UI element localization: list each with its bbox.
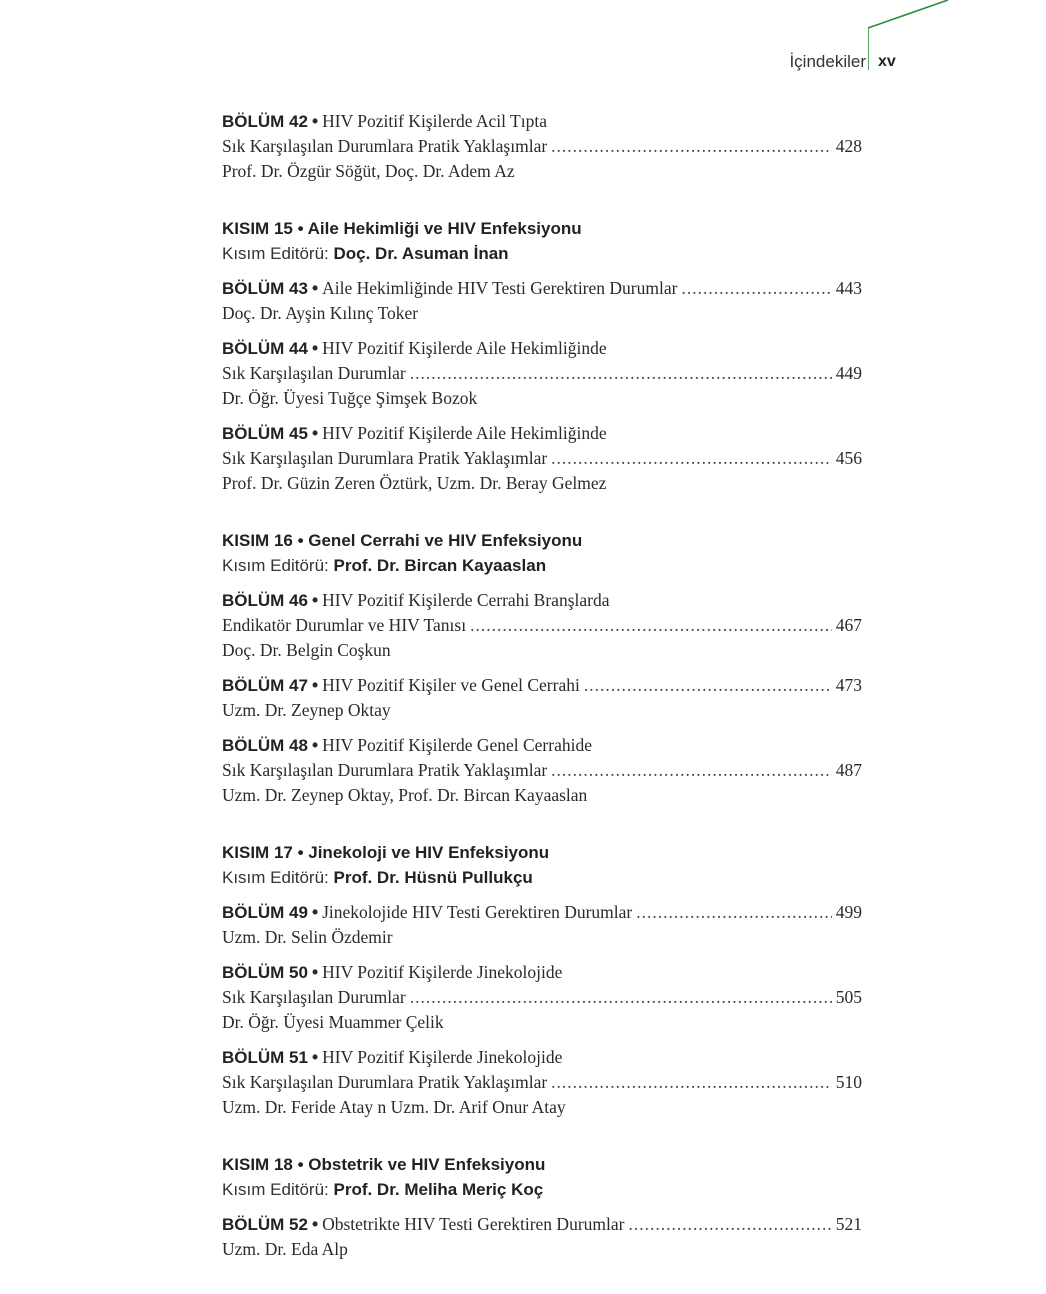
chapter-title-text: [222, 985, 406, 1010]
chapter-title: Sık Karşılaşılan Durumlara Pratik Yaklaşımlar: [222, 760, 548, 780]
chapter-title-line: [222, 758, 862, 783]
chapter-page-number: 456: [835, 448, 862, 468]
dot-leader: [470, 613, 832, 638]
toc-section: [222, 840, 862, 1120]
chapter-title-text: [222, 1070, 547, 1095]
chapter-title-text: [222, 338, 607, 358]
chapter-title-text: [222, 446, 547, 471]
chapter-label: BÖLÜM 52: [222, 1215, 308, 1234]
chapter-title: HIV Pozitif Kişilerde Genel Cerrahide: [322, 735, 592, 755]
chapter-entry[interactable]: [222, 960, 862, 1035]
chapter-label: BÖLÜM 42: [222, 112, 308, 131]
bullet-separator: •: [311, 278, 319, 298]
toc-section: [222, 216, 862, 496]
chapter-title-text: [222, 962, 562, 982]
chapter-entry[interactable]: [222, 1212, 862, 1262]
chapter-title-line: [222, 134, 862, 159]
chapter-page-number: 473: [835, 675, 862, 695]
editor-name: Prof. Dr. Bircan Kayaaslan: [333, 556, 547, 575]
toc-section: [222, 109, 862, 184]
bullet-separator: •: [311, 1214, 319, 1234]
editor-label: Kısım Editörü:: [222, 244, 334, 263]
bullet-separator: •: [311, 675, 319, 695]
chapter-title-text: [222, 900, 632, 925]
dot-leader: [584, 673, 832, 698]
chapter-title: HIV Pozitif Kişilerde Aile Hekimliğinde: [322, 338, 607, 358]
editor-name: Prof. Dr. Meliha Meriç Koç: [333, 1180, 544, 1199]
chapter-authors: Doç. Dr. Belgin Coşkun: [222, 640, 391, 660]
bullet-separator: •: [311, 902, 319, 922]
chapter-title-line: [222, 446, 862, 471]
chapter-title-line: [222, 1212, 862, 1237]
toc-section: [222, 1152, 862, 1262]
chapter-page-number: 428: [835, 136, 862, 156]
chapter-entry[interactable]: [222, 421, 862, 496]
chapter-title-line: [222, 109, 862, 134]
chapter-authors: Uzm. Dr. Eda Alp: [222, 1239, 348, 1259]
chapter-label: BÖLÜM 44: [222, 339, 308, 358]
dot-leader: [681, 276, 831, 301]
chapter-title-text: [222, 590, 609, 610]
section-editor: [222, 553, 862, 578]
editor-name: Doç. Dr. Asuman İnan: [333, 244, 509, 263]
section-heading: KISIM 16 • Genel Cerrahi ve HIV Enfeksiyonu: [222, 531, 583, 550]
chapter-title-line: [222, 421, 862, 446]
dot-leader: [410, 361, 832, 386]
chapter-title: Sık Karşılaşılan Durumlara Pratik Yaklaşımlar: [222, 1072, 548, 1092]
chapter-title-line: [222, 361, 862, 386]
chapter-authors: Uzm. Dr. Selin Özdemir: [222, 927, 393, 947]
chapter-entry[interactable]: [222, 900, 862, 950]
running-head-title: İçindekiler: [789, 52, 866, 71]
section-heading: KISIM 15 • Aile Hekimliği ve HIV Enfeksiyonu: [222, 219, 582, 238]
chapter-title-line: [222, 613, 862, 638]
chapter-title-text: [222, 361, 406, 386]
chapter-title: HIV Pozitif Kişilerde Cerrahi Branşlarda: [322, 590, 610, 610]
bullet-separator: •: [311, 590, 319, 610]
chapter-title: Endikatör Durumlar ve HIV Tanısı: [222, 615, 467, 635]
chapter-authors: Prof. Dr. Güzin Zeren Öztürk, Uzm. Dr. Beray Gelmez: [222, 473, 607, 493]
chapter-title-text: [222, 1212, 624, 1237]
dot-leader: [551, 758, 832, 783]
editor-name: Prof. Dr. Hüsnü Pullukçu: [333, 868, 533, 887]
dot-leader: [551, 446, 832, 471]
chapter-label: BÖLÜM 48: [222, 736, 308, 755]
chapter-title-text: [222, 276, 677, 301]
chapter-title-text: [222, 735, 592, 755]
editor-label: Kısım Editörü:: [222, 556, 334, 575]
chapter-title: HIV Pozitif Kişilerde Jinekolojide: [322, 962, 563, 982]
chapter-page-number: 467: [835, 615, 862, 635]
chapter-page-number: 499: [835, 902, 862, 922]
bullet-separator: •: [311, 338, 319, 358]
chapter-title-text: [222, 673, 580, 698]
chapter-title-line: [222, 985, 862, 1010]
chapter-label: BÖLÜM 47: [222, 676, 308, 695]
chapter-page-number: 487: [835, 760, 862, 780]
chapter-authors: Dr. Öğr. Üyesi Tuğçe Şimşek Bozok: [222, 388, 478, 408]
chapter-title: Sık Karşılaşılan Durumlara Pratik Yaklaşımlar: [222, 448, 548, 468]
dot-leader: [551, 1070, 832, 1095]
chapter-page-number: 505: [835, 987, 862, 1007]
dot-leader: [551, 134, 832, 159]
chapter-label: BÖLÜM 45: [222, 424, 308, 443]
chapter-title-line: [222, 1070, 862, 1095]
chapter-entry[interactable]: [222, 673, 862, 723]
chapter-title: Sık Karşılaşılan Durumlar: [222, 987, 406, 1007]
chapter-authors: Doç. Dr. Ayşin Kılınç Toker: [222, 303, 419, 323]
chapter-authors: Prof. Dr. Özgür Söğüt, Doç. Dr. Adem Az: [222, 161, 515, 181]
chapter-title-text: [222, 758, 547, 783]
chapter-authors: Uzm. Dr. Zeynep Oktay, Prof. Dr. Bircan Kayaaslan: [222, 785, 588, 805]
chapter-authors: Uzm. Dr. Zeynep Oktay: [222, 700, 391, 720]
page-number: xv: [878, 53, 896, 70]
toc-section: [222, 528, 862, 808]
chapter-title-text: [222, 613, 466, 638]
chapter-label: BÖLÜM 50: [222, 963, 308, 982]
dot-leader: [410, 985, 832, 1010]
section-heading: KISIM 18 • Obstetrik ve HIV Enfeksiyonu: [222, 1155, 546, 1174]
bullet-separator: •: [311, 423, 319, 443]
chapter-page-number: 521: [835, 1214, 862, 1234]
dot-leader: [628, 1212, 831, 1237]
chapter-entry[interactable]: [222, 336, 862, 411]
section-editor: [222, 1177, 862, 1202]
chapter-title-line: [222, 588, 862, 613]
bullet-separator: •: [311, 1047, 319, 1067]
editor-label: Kısım Editörü:: [222, 1180, 334, 1199]
chapter-title-text: [222, 134, 547, 159]
chapter-title-text: [222, 1047, 562, 1067]
chapter-authors: Uzm. Dr. Feride Atay n Uzm. Dr. Arif Onur Atay: [222, 1097, 566, 1117]
chapter-title: Obstetrikte HIV Testi Gerektiren Durumlar: [322, 1214, 625, 1234]
chapter-title-line: [222, 336, 862, 361]
chapter-page-number: 449: [835, 363, 862, 383]
chapter-title: Sık Karşılaşılan Durumlar: [222, 363, 406, 383]
chapter-label: BÖLÜM 46: [222, 591, 308, 610]
section-editor: [222, 241, 862, 266]
chapter-authors: Dr. Öğr. Üyesi Muammer Çelik: [222, 1012, 444, 1032]
chapter-title: HIV Pozitif Kişilerde Jinekolojide: [322, 1047, 563, 1067]
chapter-page-number: 443: [835, 278, 862, 298]
chapter-title: HIV Pozitif Kişiler ve Genel Cerrahi: [322, 675, 580, 695]
chapter-entry[interactable]: [222, 733, 862, 808]
chapter-title: Jinekolojide HIV Testi Gerektiren Durumlar: [322, 902, 633, 922]
chapter-page-number: 510: [835, 1072, 862, 1092]
chapter-label: BÖLÜM 51: [222, 1048, 308, 1067]
chapter-title: Aile Hekimliğinde HIV Testi Gerektiren Durumlar: [322, 278, 678, 298]
chapter-label: BÖLÜM 43: [222, 279, 308, 298]
chapter-title: HIV Pozitif Kişilerde Aile Hekimliğinde: [322, 423, 607, 443]
chapter-title-line: [222, 900, 862, 925]
chapter-label: BÖLÜM 49: [222, 903, 308, 922]
chapter-entry[interactable]: [222, 1045, 862, 1120]
chapter-title: Sık Karşılaşılan Durumlara Pratik Yaklaşımlar: [222, 136, 548, 156]
bullet-separator: •: [311, 111, 319, 131]
chapter-title-line: [222, 276, 862, 301]
section-heading: KISIM 17 • Jinekoloji ve HIV Enfeksiyonu: [222, 843, 550, 862]
chapter-title-text: [222, 111, 547, 131]
chapter-title-text: [222, 423, 607, 443]
chapter-title-line: [222, 960, 862, 985]
chapter-entry[interactable]: [222, 109, 862, 184]
chapter-entry[interactable]: [222, 588, 862, 663]
table-of-contents: [222, 109, 862, 1294]
section-editor: [222, 865, 862, 890]
chapter-title-line: [222, 673, 862, 698]
editor-label: Kısım Editörü:: [222, 868, 334, 887]
chapter-entry[interactable]: [222, 276, 862, 326]
chapter-title: HIV Pozitif Kişilerde Acil Tıpta: [322, 111, 547, 131]
chapter-title-line: [222, 1045, 862, 1070]
chapter-title-line: [222, 733, 862, 758]
bullet-separator: •: [311, 735, 319, 755]
bullet-separator: •: [311, 962, 319, 982]
dot-leader: [636, 900, 832, 925]
